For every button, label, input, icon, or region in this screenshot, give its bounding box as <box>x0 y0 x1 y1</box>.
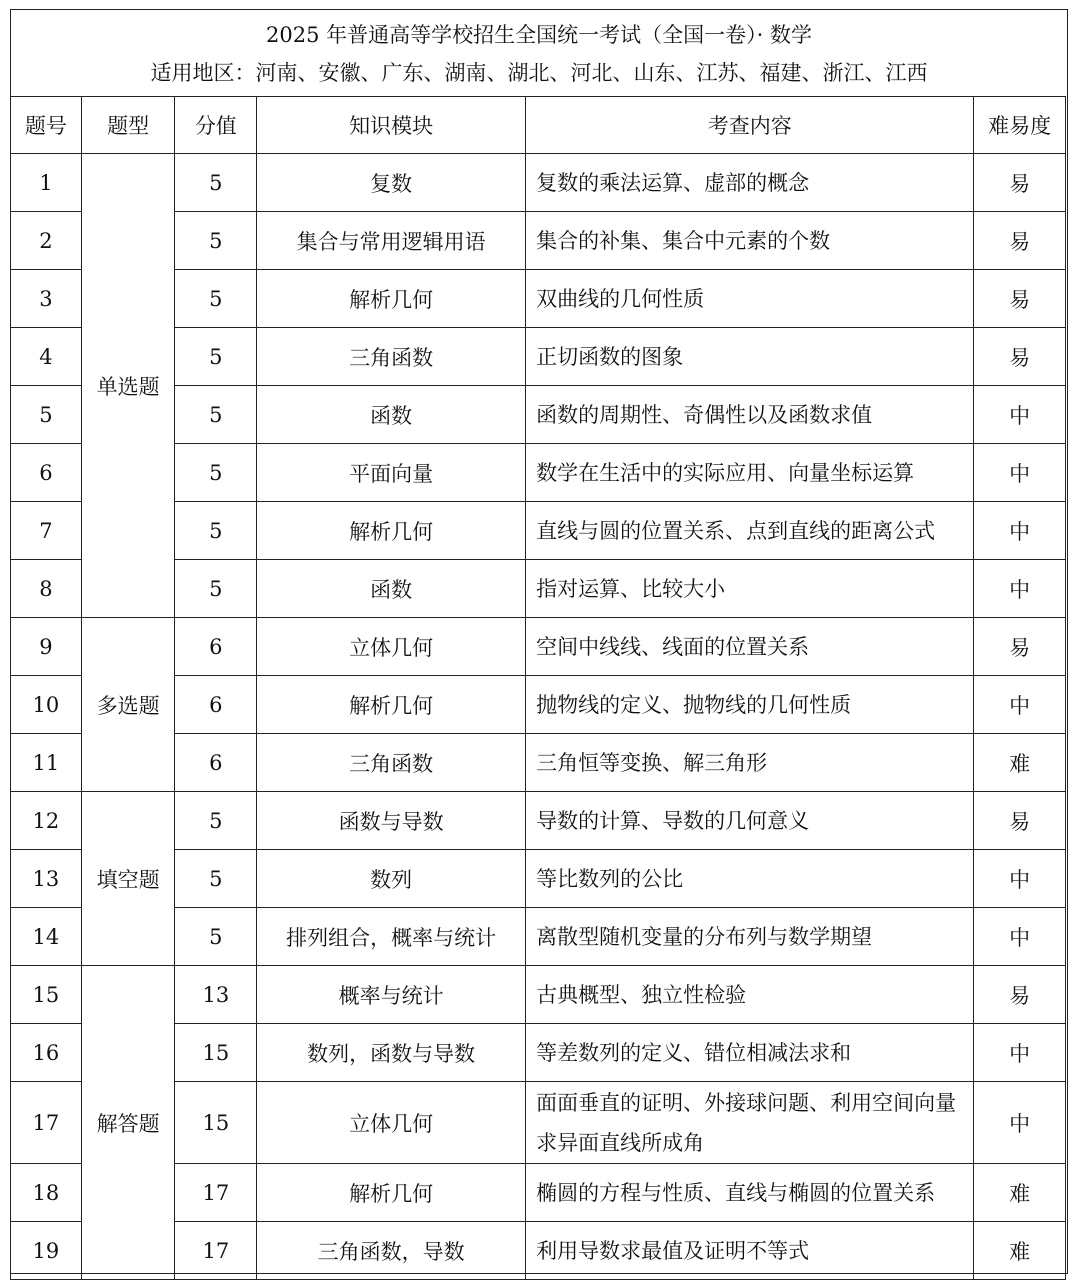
content-cell: 数学在生活中的实际应用、向量坐标运算 <box>526 444 974 502</box>
header-knowledge-module: 知识模块 <box>257 97 526 154</box>
question-no-cell: 11 <box>11 734 82 792</box>
difficulty-cell: 中 <box>974 1082 1066 1164</box>
score-cell: 17 <box>175 1164 257 1222</box>
content-cell: 椭圆的方程与性质、直线与椭圆的位置关系 <box>526 1164 974 1222</box>
question-no-cell: 17 <box>11 1082 82 1164</box>
difficulty-cell: 难 <box>974 1222 1066 1280</box>
knowledge-module-cell: 立体几何 <box>257 1082 526 1164</box>
difficulty-cell: 中 <box>974 386 1066 444</box>
question-no-cell: 8 <box>11 560 82 618</box>
question-no-cell: 1 <box>11 154 82 212</box>
question-no-cell: 13 <box>11 850 82 908</box>
score-cell: 15 <box>175 1024 257 1082</box>
content-cell: 正切函数的图象 <box>526 328 974 386</box>
knowledge-module-cell: 数列 <box>257 850 526 908</box>
difficulty-cell: 易 <box>974 618 1066 676</box>
question-no-cell: 9 <box>11 618 82 676</box>
score-cell: 5 <box>175 908 257 966</box>
table-row <box>11 618 1066 676</box>
question-no-cell: 14 <box>11 908 82 966</box>
difficulty-cell: 中 <box>974 850 1066 908</box>
score-cell: 6 <box>175 676 257 734</box>
question-type-cell: 多选题 <box>81 618 175 792</box>
question-no-cell: 4 <box>11 328 82 386</box>
header-score: 分值 <box>175 97 257 154</box>
applicable-regions: 适用地区：河南、安徽、广东、湖南、湖北、河北、山东、江苏、福建、浙江、江西 <box>150 61 928 85</box>
score-cell: 17 <box>175 1222 257 1280</box>
header-difficulty: 难易度 <box>974 97 1066 154</box>
score-cell: 15 <box>175 1082 257 1164</box>
knowledge-module-cell: 三角函数，导数 <box>257 1222 526 1280</box>
score-cell: 6 <box>175 734 257 792</box>
score-cell: 6 <box>175 618 257 676</box>
score-cell: 5 <box>175 850 257 908</box>
knowledge-module-cell: 函数 <box>257 386 526 444</box>
difficulty-cell: 易 <box>974 328 1066 386</box>
knowledge-module-cell: 函数 <box>257 560 526 618</box>
content-cell: 面面垂直的证明、外接球问题、利用空间向量求异面直线所成角 <box>526 1082 974 1164</box>
header-question-type: 题型 <box>81 97 175 154</box>
question-no-cell: 18 <box>11 1164 82 1222</box>
question-no-cell: 19 <box>11 1222 82 1280</box>
content-cell: 空间中线线、线面的位置关系 <box>526 618 974 676</box>
header-content: 考查内容 <box>526 97 974 154</box>
difficulty-cell: 难 <box>974 734 1066 792</box>
content-cell: 利用导数求最值及证明不等式 <box>526 1222 974 1280</box>
knowledge-module-cell: 解析几何 <box>257 1164 526 1222</box>
knowledge-module-cell: 解析几何 <box>257 270 526 328</box>
content-cell: 等差数列的定义、错位相减法求和 <box>526 1024 974 1082</box>
difficulty-cell: 中 <box>974 1024 1066 1082</box>
content-cell: 指对运算、比较大小 <box>526 560 974 618</box>
table-body <box>11 154 1066 1280</box>
question-no-cell: 3 <box>11 270 82 328</box>
difficulty-cell: 中 <box>974 676 1066 734</box>
score-cell: 5 <box>175 502 257 560</box>
table-row <box>11 966 1066 1024</box>
score-cell: 5 <box>175 386 257 444</box>
knowledge-module-cell: 函数与导数 <box>257 792 526 850</box>
score-cell: 5 <box>175 560 257 618</box>
knowledge-module-cell: 解析几何 <box>257 502 526 560</box>
knowledge-module-cell: 集合与常用逻辑用语 <box>257 212 526 270</box>
question-no-cell: 12 <box>11 792 82 850</box>
knowledge-module-cell: 排列组合，概率与统计 <box>257 908 526 966</box>
exam-breakdown-table <box>10 96 1066 1280</box>
score-cell: 5 <box>175 212 257 270</box>
content-cell: 双曲线的几何性质 <box>526 270 974 328</box>
score-cell: 13 <box>175 966 257 1024</box>
knowledge-module-cell: 数列，函数与导数 <box>257 1024 526 1082</box>
score-cell: 5 <box>175 328 257 386</box>
question-no-cell: 7 <box>11 502 82 560</box>
knowledge-module-cell: 复数 <box>257 154 526 212</box>
score-cell: 5 <box>175 154 257 212</box>
difficulty-cell: 易 <box>974 212 1066 270</box>
score-cell: 5 <box>175 270 257 328</box>
question-type-cell: 解答题 <box>81 966 175 1280</box>
table-row <box>11 154 1066 212</box>
difficulty-cell: 易 <box>974 966 1066 1024</box>
difficulty-cell: 易 <box>974 270 1066 328</box>
difficulty-cell: 中 <box>974 908 1066 966</box>
knowledge-module-cell: 平面向量 <box>257 444 526 502</box>
content-cell: 函数的周期性、奇偶性以及函数求值 <box>526 386 974 444</box>
knowledge-module-cell: 三角函数 <box>257 734 526 792</box>
question-no-cell: 15 <box>11 966 82 1024</box>
difficulty-cell: 易 <box>974 154 1066 212</box>
knowledge-module-cell: 概率与统计 <box>257 966 526 1024</box>
question-type-cell: 单选题 <box>81 154 175 618</box>
question-type-cell: 填空题 <box>81 792 175 966</box>
exam-analysis-sheet <box>10 9 1068 1274</box>
knowledge-module-cell: 解析几何 <box>257 676 526 734</box>
content-cell: 复数的乘法运算、虚部的概念 <box>526 154 974 212</box>
content-cell: 集合的补集、集合中元素的个数 <box>526 212 974 270</box>
question-no-cell: 5 <box>11 386 82 444</box>
content-cell: 离散型随机变量的分布列与数学期望 <box>526 908 974 966</box>
content-cell: 三角恒等变换、解三角形 <box>526 734 974 792</box>
content-cell: 等比数列的公比 <box>526 850 974 908</box>
question-no-cell: 6 <box>11 444 82 502</box>
exam-title: 2025 年普通高等学校招生全国统一考试（全国一卷）· 数学 <box>266 23 812 47</box>
question-no-cell: 16 <box>11 1024 82 1082</box>
difficulty-cell: 难 <box>974 1164 1066 1222</box>
score-cell: 5 <box>175 444 257 502</box>
content-cell: 导数的计算、导数的几何意义 <box>526 792 974 850</box>
question-no-cell: 10 <box>11 676 82 734</box>
knowledge-module-cell: 立体几何 <box>257 618 526 676</box>
difficulty-cell: 中 <box>974 444 1066 502</box>
question-no-cell: 2 <box>11 212 82 270</box>
knowledge-module-cell: 三角函数 <box>257 328 526 386</box>
difficulty-cell: 易 <box>974 792 1066 850</box>
difficulty-cell: 中 <box>974 502 1066 560</box>
score-cell: 5 <box>175 792 257 850</box>
header-question-no: 题号 <box>11 97 82 154</box>
content-cell: 直线与圆的位置关系、点到直线的距离公式 <box>526 502 974 560</box>
difficulty-cell: 中 <box>974 560 1066 618</box>
content-cell: 抛物线的定义、抛物线的几何性质 <box>526 676 974 734</box>
table-header-row <box>11 97 1066 154</box>
table-row <box>11 792 1066 850</box>
content-cell: 古典概型、独立性检验 <box>526 966 974 1024</box>
